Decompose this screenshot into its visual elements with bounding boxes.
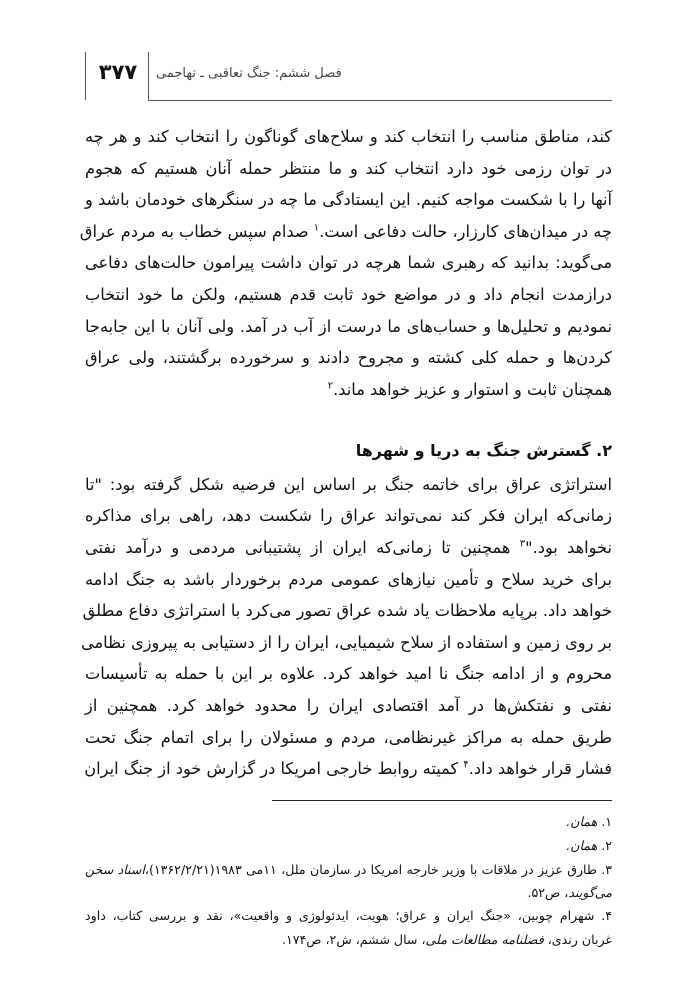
text: فشار قرار خواهد داد. [468, 759, 612, 778]
footnote-2 [85, 837, 612, 855]
text: نخواهد بود." [525, 538, 612, 557]
header-underline [148, 100, 612, 101]
footnote-ref: ۱ [313, 222, 320, 234]
text-line [85, 537, 612, 559]
footnote-ref: ۴ [463, 759, 469, 771]
footnote-3 [85, 861, 612, 879]
section-heading: ۲. گسترش جنگ به دریا و شهرها [355, 441, 612, 460]
text-line: در توان رزمی خود دارد انتخاب کند و ما منتظر حمله آنان هستیم که هجوم [85, 159, 612, 178]
footnote-4-cont [85, 931, 612, 949]
footnote-separator [272, 800, 612, 801]
footnote-text: ۳. طارق عزیز در ملاقات با وزیر خارجه امریکا در سازمان ملل، ۱۱می ۱۹۸۳(۱۳۶۲/۲/۲۱)، [144, 862, 612, 877]
footnote-ref: ۲ [327, 380, 334, 392]
footnote-1 [85, 813, 612, 831]
text: همچنان ثابت و استوار و عزیز خواهد ماند. [333, 380, 612, 399]
text-line: می‌گوید: بدانید که رهبری شما هرچه در توان داشت پیرامون حالت‌های دفاعی [85, 253, 612, 272]
text-line: نمودیم و تحلیل‌ها و حساب‌های ما درست از آب در آمد. ولی آنان با این جابه‌جا [85, 317, 612, 336]
footnote-4: ۴. شهرام چوبین، «جنگ ایران و عراق؛ هویت، ایدئولوژی و واقعیت»، نقد و بررسی کتاب، داود [85, 908, 612, 923]
text-line: بر روی زمین و استفاده از سلاح شیمیایی، ایران را از دستیابی به پیروزی نظامی [81, 633, 612, 652]
footnote-number: ۲. [597, 838, 612, 853]
text-line [85, 379, 612, 401]
text-line: استراتژی عراق برای خاتمه جنگ بر اساس این فرضیه شکل گرفته بود: "تا [85, 475, 612, 494]
text-line: درازمدت انجام داد و در مواضع خود ثابت قدم هستیم، ولکن ما خود انتخاب [85, 285, 612, 304]
text-line [85, 758, 612, 780]
text-line: نفتی و نفتکش‌ها در آمد اقتصادی ایران را محدود خواهد کرد. همچنین از [85, 696, 612, 715]
source-title: فصلنامه مطالعات ملی [425, 932, 544, 947]
source-title: می‌گویند [568, 885, 612, 900]
text-line: محروم و از ادامه جنگ نا امید خواهد کرد. علاوه بر این با حمله به تأسیسات [85, 664, 612, 683]
text-line: زمانی‌که ایران فکر کند نمی‌تواند عراق را شکست دهد، راهی برای مذاکره [85, 506, 612, 525]
footnote-text: ، سال ششم، ش۲، ص۱۷۴. [281, 932, 426, 947]
text: کمیته روابط خارجی امریکا در گزارش خود از جنگ ایران [84, 759, 464, 778]
footnote-number: ۱. [597, 814, 612, 829]
text-line: کردن‌ها و حمله کلی کشته و مجروح دادند و سرخورده برگشتند، ولی عراق [85, 348, 612, 367]
footnote-text: غربان رندی، [543, 932, 612, 947]
text: چه در میدان‌های کارزار، حالت دفاعی است. [319, 222, 612, 241]
footnote-text: همان. [566, 838, 598, 853]
text-line: آنها را با شکست مواجه کنیم. این ایستادگی ما چه در سنگرهای خودمان باشد و [85, 190, 612, 209]
text-line: برای خرید سلاح و تأمین نیازهای عمومی مردم برخوردار باشد به جنگ ادامه [85, 570, 612, 589]
page-number: ۳۷۷ [98, 60, 138, 84]
text-line: کند، مناطق مناسب را انتخاب کند و سلاح‌های گوناگون را انتخاب کند و هر چه [85, 127, 612, 146]
footnote-text: همان. [566, 814, 598, 829]
text-line: خواهد داد. برپایه ملاحظات یاد شده عراق تصور می‌کرد با استراتژی دفاع مطلق [82, 601, 612, 620]
footnote-text: ، ص۵۲. [527, 885, 569, 900]
text: همچنین تا زمانی‌که ایران از پشتیبانی مردمی و درآمد نفتی [85, 538, 520, 557]
chapter-title: فصل ششم: جنگ تعاقبی ـ تهاجمی [156, 66, 342, 81]
text-line: طریق حمله به مراکز غیرنظامی، مردم و مسئولان را برای اتمام جنگ تحت [85, 728, 612, 747]
footnote-ref: ۳ [519, 538, 526, 550]
header-divider [148, 52, 149, 100]
header-left-rule [85, 52, 86, 100]
text-line [79, 221, 612, 243]
source-title: اسناد سخن [85, 862, 145, 877]
footnote-3-cont [85, 884, 612, 902]
text: صدام سپس خطاب به مردم عراق [79, 222, 314, 241]
